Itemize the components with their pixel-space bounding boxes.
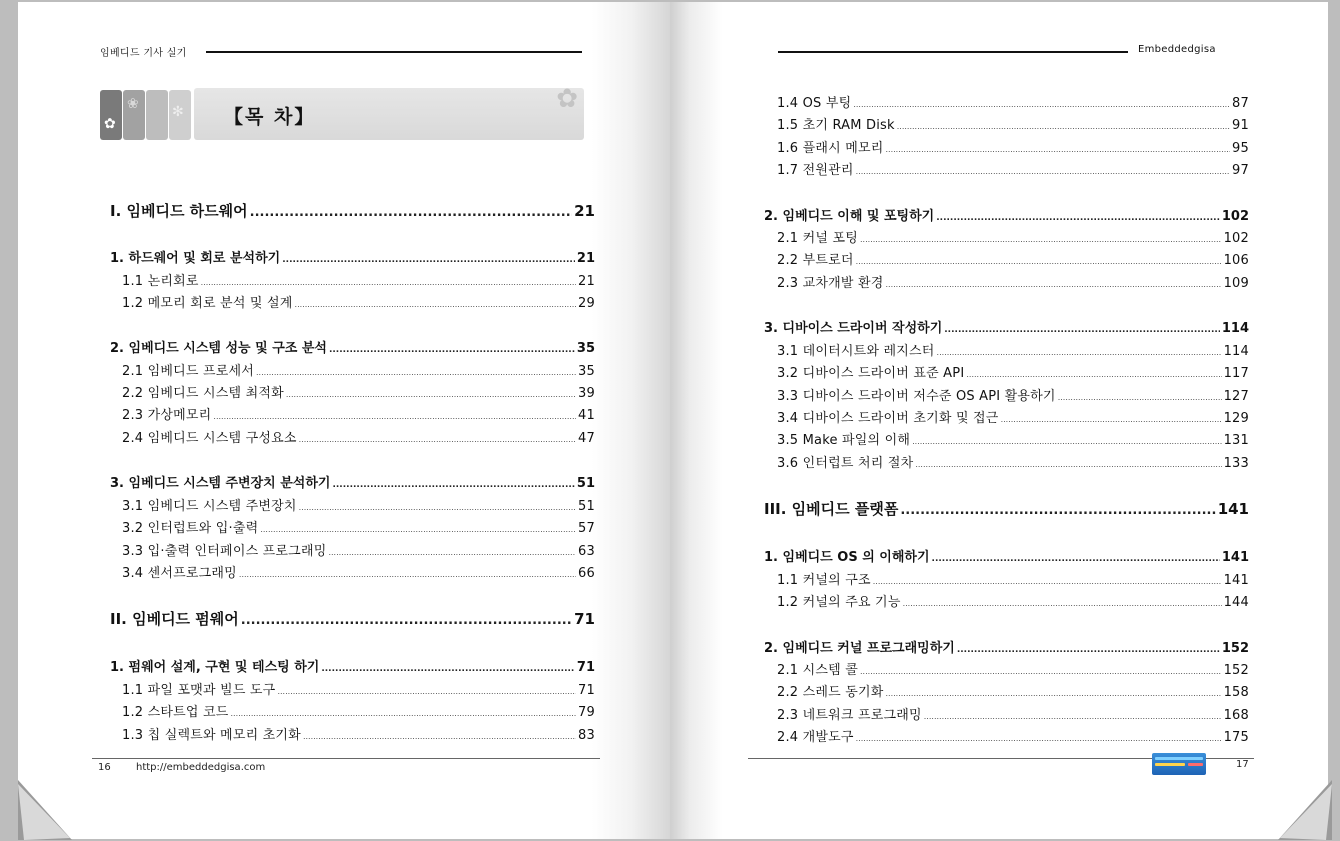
toc-entry-title: I. 임베디드 하드웨어 bbox=[110, 202, 248, 220]
footer-url: http://embeddedgisa.com bbox=[136, 762, 266, 773]
toc-entry-page: 51 bbox=[578, 499, 595, 514]
page-curl-icon[interactable] bbox=[18, 780, 74, 840]
toc-entry-page: 79 bbox=[578, 705, 595, 720]
toc-section-entry bbox=[777, 362, 1249, 381]
dot-leader bbox=[937, 348, 1222, 357]
toc-entry-title: 3.5 Make 파일의 이해 bbox=[777, 433, 911, 448]
toc-entry-page: 39 bbox=[578, 386, 595, 401]
dot-leader bbox=[903, 599, 1222, 608]
toc-section-entry bbox=[777, 452, 1249, 471]
dot-leader bbox=[886, 145, 1231, 154]
toc-entry-page: 57 bbox=[578, 521, 595, 536]
toc-entry-page: 21 bbox=[578, 274, 595, 289]
dot-leader bbox=[886, 689, 1222, 698]
toc-entry-title: 2. 임베디드 이해 및 포팅하기 bbox=[764, 209, 935, 224]
dot-leader bbox=[256, 368, 576, 377]
dot-leader bbox=[860, 667, 1222, 676]
toc-chapter-entry bbox=[110, 247, 595, 266]
dot-leader bbox=[957, 645, 1220, 655]
flower-icon: ✿ bbox=[556, 84, 578, 114]
toc-entry-title: 1.7 전원관리 bbox=[777, 163, 854, 178]
toc-entry-title: 2.2 부트로더 bbox=[777, 253, 854, 268]
toc-entry-title: 1.1 논리회로 bbox=[122, 274, 199, 289]
toc-entry-title: 2.4 임베디드 시스템 구성요소 bbox=[122, 431, 297, 446]
toc-section-entry bbox=[122, 679, 595, 698]
dot-leader bbox=[299, 435, 576, 444]
toc-list-left bbox=[18, 2, 670, 839]
dot-leader bbox=[286, 390, 576, 399]
toc-entry-page: 95 bbox=[1232, 141, 1249, 156]
toc-entry-page: 168 bbox=[1223, 708, 1249, 723]
dot-leader bbox=[900, 503, 1215, 518]
page-number: 17 bbox=[1236, 759, 1249, 770]
toc-entry-page: 83 bbox=[578, 728, 595, 743]
dot-leader bbox=[231, 709, 577, 718]
toc-entry-title: 3.6 인터럽트 처리 절차 bbox=[777, 456, 914, 471]
dot-leader bbox=[329, 345, 575, 355]
toc-section-entry bbox=[777, 249, 1249, 268]
toc-entry-page: 106 bbox=[1223, 253, 1249, 268]
dot-leader bbox=[1001, 415, 1222, 424]
toc-entry-page: 109 bbox=[1223, 276, 1249, 291]
running-header: 임베디드 기사 실기 bbox=[100, 48, 187, 59]
toc-section-entry bbox=[777, 227, 1249, 246]
toc-entry-title: 2.3 네트워크 프로그래밍 bbox=[777, 708, 922, 723]
toc-section-entry bbox=[122, 724, 595, 743]
toc-section-entry bbox=[122, 270, 595, 289]
toc-section-entry bbox=[777, 591, 1249, 610]
toc-entry-page: 175 bbox=[1223, 730, 1249, 745]
toc-entry-page: 102 bbox=[1223, 231, 1249, 246]
toc-entry-title: 3.3 입·출력 인터페이스 프로그래밍 bbox=[122, 544, 327, 559]
toc-section-entry bbox=[122, 562, 595, 581]
toc-entry-page: 71 bbox=[574, 610, 595, 628]
dot-leader bbox=[321, 664, 575, 674]
toc-entry-title: 3.4 센서프로그래밍 bbox=[122, 566, 237, 581]
toc-entry-page: 152 bbox=[1221, 641, 1249, 656]
toc-entry-title: 3. 디바이스 드라이버 작성하기 bbox=[764, 321, 943, 336]
toc-entry-page: 63 bbox=[578, 544, 595, 559]
toc-entry-title: 2.1 시스템 콜 bbox=[777, 663, 858, 678]
toc-chapter-entry bbox=[764, 637, 1249, 656]
dot-leader bbox=[250, 205, 572, 220]
toc-entry-title: 1.1 커널의 구조 bbox=[777, 573, 871, 588]
toc-entry-page: 144 bbox=[1223, 595, 1249, 610]
dot-leader bbox=[277, 687, 576, 696]
toc-entry-page: 133 bbox=[1223, 456, 1249, 471]
dot-leader bbox=[260, 525, 576, 534]
toc-chapter-entry bbox=[764, 317, 1249, 336]
toc-entry-title: III. 임베디드 플랫폼 bbox=[764, 500, 899, 518]
toc-entry-title: II. 임베디드 펌웨어 bbox=[110, 610, 239, 628]
dot-leader bbox=[201, 278, 576, 287]
toc-entry-page: 51 bbox=[576, 476, 595, 491]
flower-icon: ✿ bbox=[104, 116, 116, 132]
toc-entry-page: 114 bbox=[1223, 344, 1249, 359]
toc-entry-title: 3.1 데이터시트와 레지스터 bbox=[777, 344, 935, 359]
dot-leader bbox=[282, 255, 575, 265]
toc-entry-title: 2.2 임베디드 시스템 최적화 bbox=[122, 386, 284, 401]
toc-entry-page: 117 bbox=[1223, 366, 1249, 381]
toc-section-entry bbox=[777, 385, 1249, 404]
toc-section-entry bbox=[777, 659, 1249, 678]
dot-leader bbox=[856, 734, 1222, 743]
toc-entry-page: 152 bbox=[1223, 663, 1249, 678]
toc-entry-page: 29 bbox=[578, 296, 595, 311]
toc-entry-title: 1.1 파일 포맷과 빌드 도구 bbox=[122, 683, 276, 698]
publisher-logo bbox=[1152, 753, 1206, 775]
toc-section-entry bbox=[777, 704, 1249, 723]
toc-entry-page: 102 bbox=[1221, 209, 1249, 224]
dot-leader bbox=[856, 257, 1222, 266]
toc-entry-page: 35 bbox=[578, 364, 595, 379]
dot-leader bbox=[295, 300, 577, 309]
toc-entry-title: 3.1 임베디드 시스템 주변장치 bbox=[122, 499, 297, 514]
toc-entry-page: 141 bbox=[1221, 550, 1249, 565]
flower-icon: ❀ bbox=[127, 96, 139, 112]
toc-entry-page: 91 bbox=[1232, 118, 1249, 133]
toc-entry-title: 3.3 디바이스 드라이버 저수준 OS API 활용하기 bbox=[777, 389, 1056, 404]
toc-entry-title: 3.2 인터럽트와 입·출력 bbox=[122, 521, 259, 536]
toc-entry-title: 3.4 디바이스 드라이버 초기화 및 접근 bbox=[777, 411, 999, 426]
toc-entry-page: 21 bbox=[574, 202, 595, 220]
toc-entry-title: 2.3 가상메모리 bbox=[122, 408, 212, 423]
toc-section-entry bbox=[122, 292, 595, 311]
toc-entry-page: 114 bbox=[1221, 321, 1249, 336]
toc-section-entry bbox=[777, 429, 1249, 448]
toc-entry-title: 1.4 OS 부팅 bbox=[777, 96, 852, 111]
page-number: 16 bbox=[98, 762, 111, 773]
toc-entry-page: 35 bbox=[576, 341, 595, 356]
dot-leader bbox=[915, 460, 1221, 469]
toc-part-entry bbox=[764, 498, 1249, 519]
toc-entry-title: 2. 임베디드 시스템 성능 및 구조 분석 bbox=[110, 341, 327, 356]
toc-section-entry bbox=[777, 114, 1249, 133]
toc-part-entry bbox=[110, 608, 595, 629]
dot-leader bbox=[966, 370, 1221, 379]
toc-section-entry bbox=[122, 404, 595, 423]
dot-leader bbox=[944, 325, 1220, 335]
dot-leader bbox=[897, 122, 1230, 131]
dot-leader bbox=[873, 577, 1222, 586]
toc-entry-title: 2.1 커널 포팅 bbox=[777, 231, 858, 246]
dot-leader bbox=[853, 100, 1230, 109]
left-page bbox=[18, 2, 670, 839]
dot-leader bbox=[924, 712, 1222, 721]
toc-chapter-entry bbox=[110, 472, 595, 491]
dot-leader bbox=[886, 280, 1222, 289]
toc-section-entry bbox=[777, 407, 1249, 426]
dot-leader bbox=[860, 235, 1222, 244]
dot-leader bbox=[912, 437, 1221, 446]
toc-section-entry bbox=[777, 159, 1249, 178]
toc-section-entry bbox=[122, 517, 595, 536]
toc-entry-title: 1.2 커널의 주요 기능 bbox=[777, 595, 901, 610]
toc-section-entry bbox=[777, 272, 1249, 291]
toc-entry-title: 1.2 메모리 회로 분석 및 설계 bbox=[122, 296, 293, 311]
toc-entry-title: 2. 임베디드 커널 프로그래밍하기 bbox=[764, 641, 955, 656]
footer-rule bbox=[92, 758, 600, 759]
toc-entry-title: 1. 하드웨어 및 회로 분석하기 bbox=[110, 251, 281, 266]
right-page bbox=[670, 2, 1328, 839]
dot-leader bbox=[1058, 393, 1222, 402]
toc-entry-title: 2.1 임베디드 프로세서 bbox=[122, 364, 255, 379]
toc-section-entry bbox=[777, 137, 1249, 156]
toc-chapter-entry bbox=[764, 546, 1249, 565]
toc-entry-page: 129 bbox=[1223, 411, 1249, 426]
toc-entry-title: 3.2 디바이스 드라이버 표준 API bbox=[777, 366, 965, 381]
toc-part-entry bbox=[110, 200, 595, 221]
toc-chapter-entry bbox=[110, 656, 595, 675]
toc-entry-page: 71 bbox=[578, 683, 595, 698]
toc-entry-title: 1.6 플래시 메모리 bbox=[777, 141, 884, 156]
toc-section-entry bbox=[122, 495, 595, 514]
dot-leader bbox=[856, 167, 1230, 176]
toc-entry-page: 21 bbox=[576, 251, 595, 266]
toc-chapter-entry bbox=[764, 205, 1249, 224]
dot-leader bbox=[332, 480, 574, 490]
toc-entry-page: 131 bbox=[1223, 433, 1249, 448]
toc-section-entry bbox=[777, 681, 1249, 700]
toc-entry-title: 1.5 초기 RAM Disk bbox=[777, 118, 895, 133]
dot-leader bbox=[241, 613, 572, 628]
toc-entry-page: 158 bbox=[1223, 685, 1249, 700]
dot-leader bbox=[213, 412, 576, 421]
toc-section-entry bbox=[777, 92, 1249, 111]
toc-section-entry bbox=[777, 726, 1249, 745]
dot-leader bbox=[239, 570, 576, 579]
toc-entry-page: 97 bbox=[1232, 163, 1249, 178]
toc-list-right bbox=[670, 2, 1328, 839]
toc-section-entry bbox=[777, 340, 1249, 359]
dot-leader bbox=[932, 554, 1220, 564]
dot-leader bbox=[936, 213, 1220, 223]
toc-entry-title: 3. 임베디드 시스템 주변장치 분석하기 bbox=[110, 476, 331, 491]
toc-entry-title: 2.4 개발도구 bbox=[777, 730, 854, 745]
toc-section-entry bbox=[122, 701, 595, 720]
toc-entry-page: 127 bbox=[1223, 389, 1249, 404]
dot-leader bbox=[328, 548, 576, 557]
toc-entry-page: 47 bbox=[578, 431, 595, 446]
flower-icon: ✻ bbox=[172, 104, 184, 120]
dot-leader bbox=[299, 503, 576, 512]
toc-entry-page: 66 bbox=[578, 566, 595, 581]
toc-entry-title: 1. 임베디드 OS 의 이해하기 bbox=[764, 550, 930, 565]
toc-section-entry bbox=[122, 382, 595, 401]
page-curl-icon[interactable] bbox=[1276, 780, 1332, 840]
page-title: 【목 차】 bbox=[224, 106, 316, 128]
toc-entry-page: 141 bbox=[1223, 573, 1249, 588]
running-header: Embeddedgisa bbox=[1138, 44, 1216, 55]
toc-entry-page: 41 bbox=[578, 408, 595, 423]
toc-entry-title: 2.2 스레드 동기화 bbox=[777, 685, 884, 700]
toc-section-entry bbox=[122, 427, 595, 446]
dot-leader bbox=[303, 732, 576, 741]
toc-entry-page: 141 bbox=[1217, 500, 1249, 518]
toc-entry-page: 87 bbox=[1232, 96, 1249, 111]
toc-entry-title: 1.3 칩 실렉트와 메모리 초기화 bbox=[122, 728, 301, 743]
toc-chapter-entry bbox=[110, 337, 595, 356]
toc-section-entry bbox=[122, 360, 595, 379]
toc-entry-page: 71 bbox=[576, 660, 595, 675]
toc-section-entry bbox=[777, 569, 1249, 588]
toc-section-entry bbox=[122, 540, 595, 559]
toc-entry-title: 1. 펌웨어 설계, 구현 및 테스팅 하기 bbox=[110, 660, 320, 675]
toc-entry-title: 2.3 교차개발 환경 bbox=[777, 276, 884, 291]
toc-entry-title: 1.2 스타트업 코드 bbox=[122, 705, 229, 720]
